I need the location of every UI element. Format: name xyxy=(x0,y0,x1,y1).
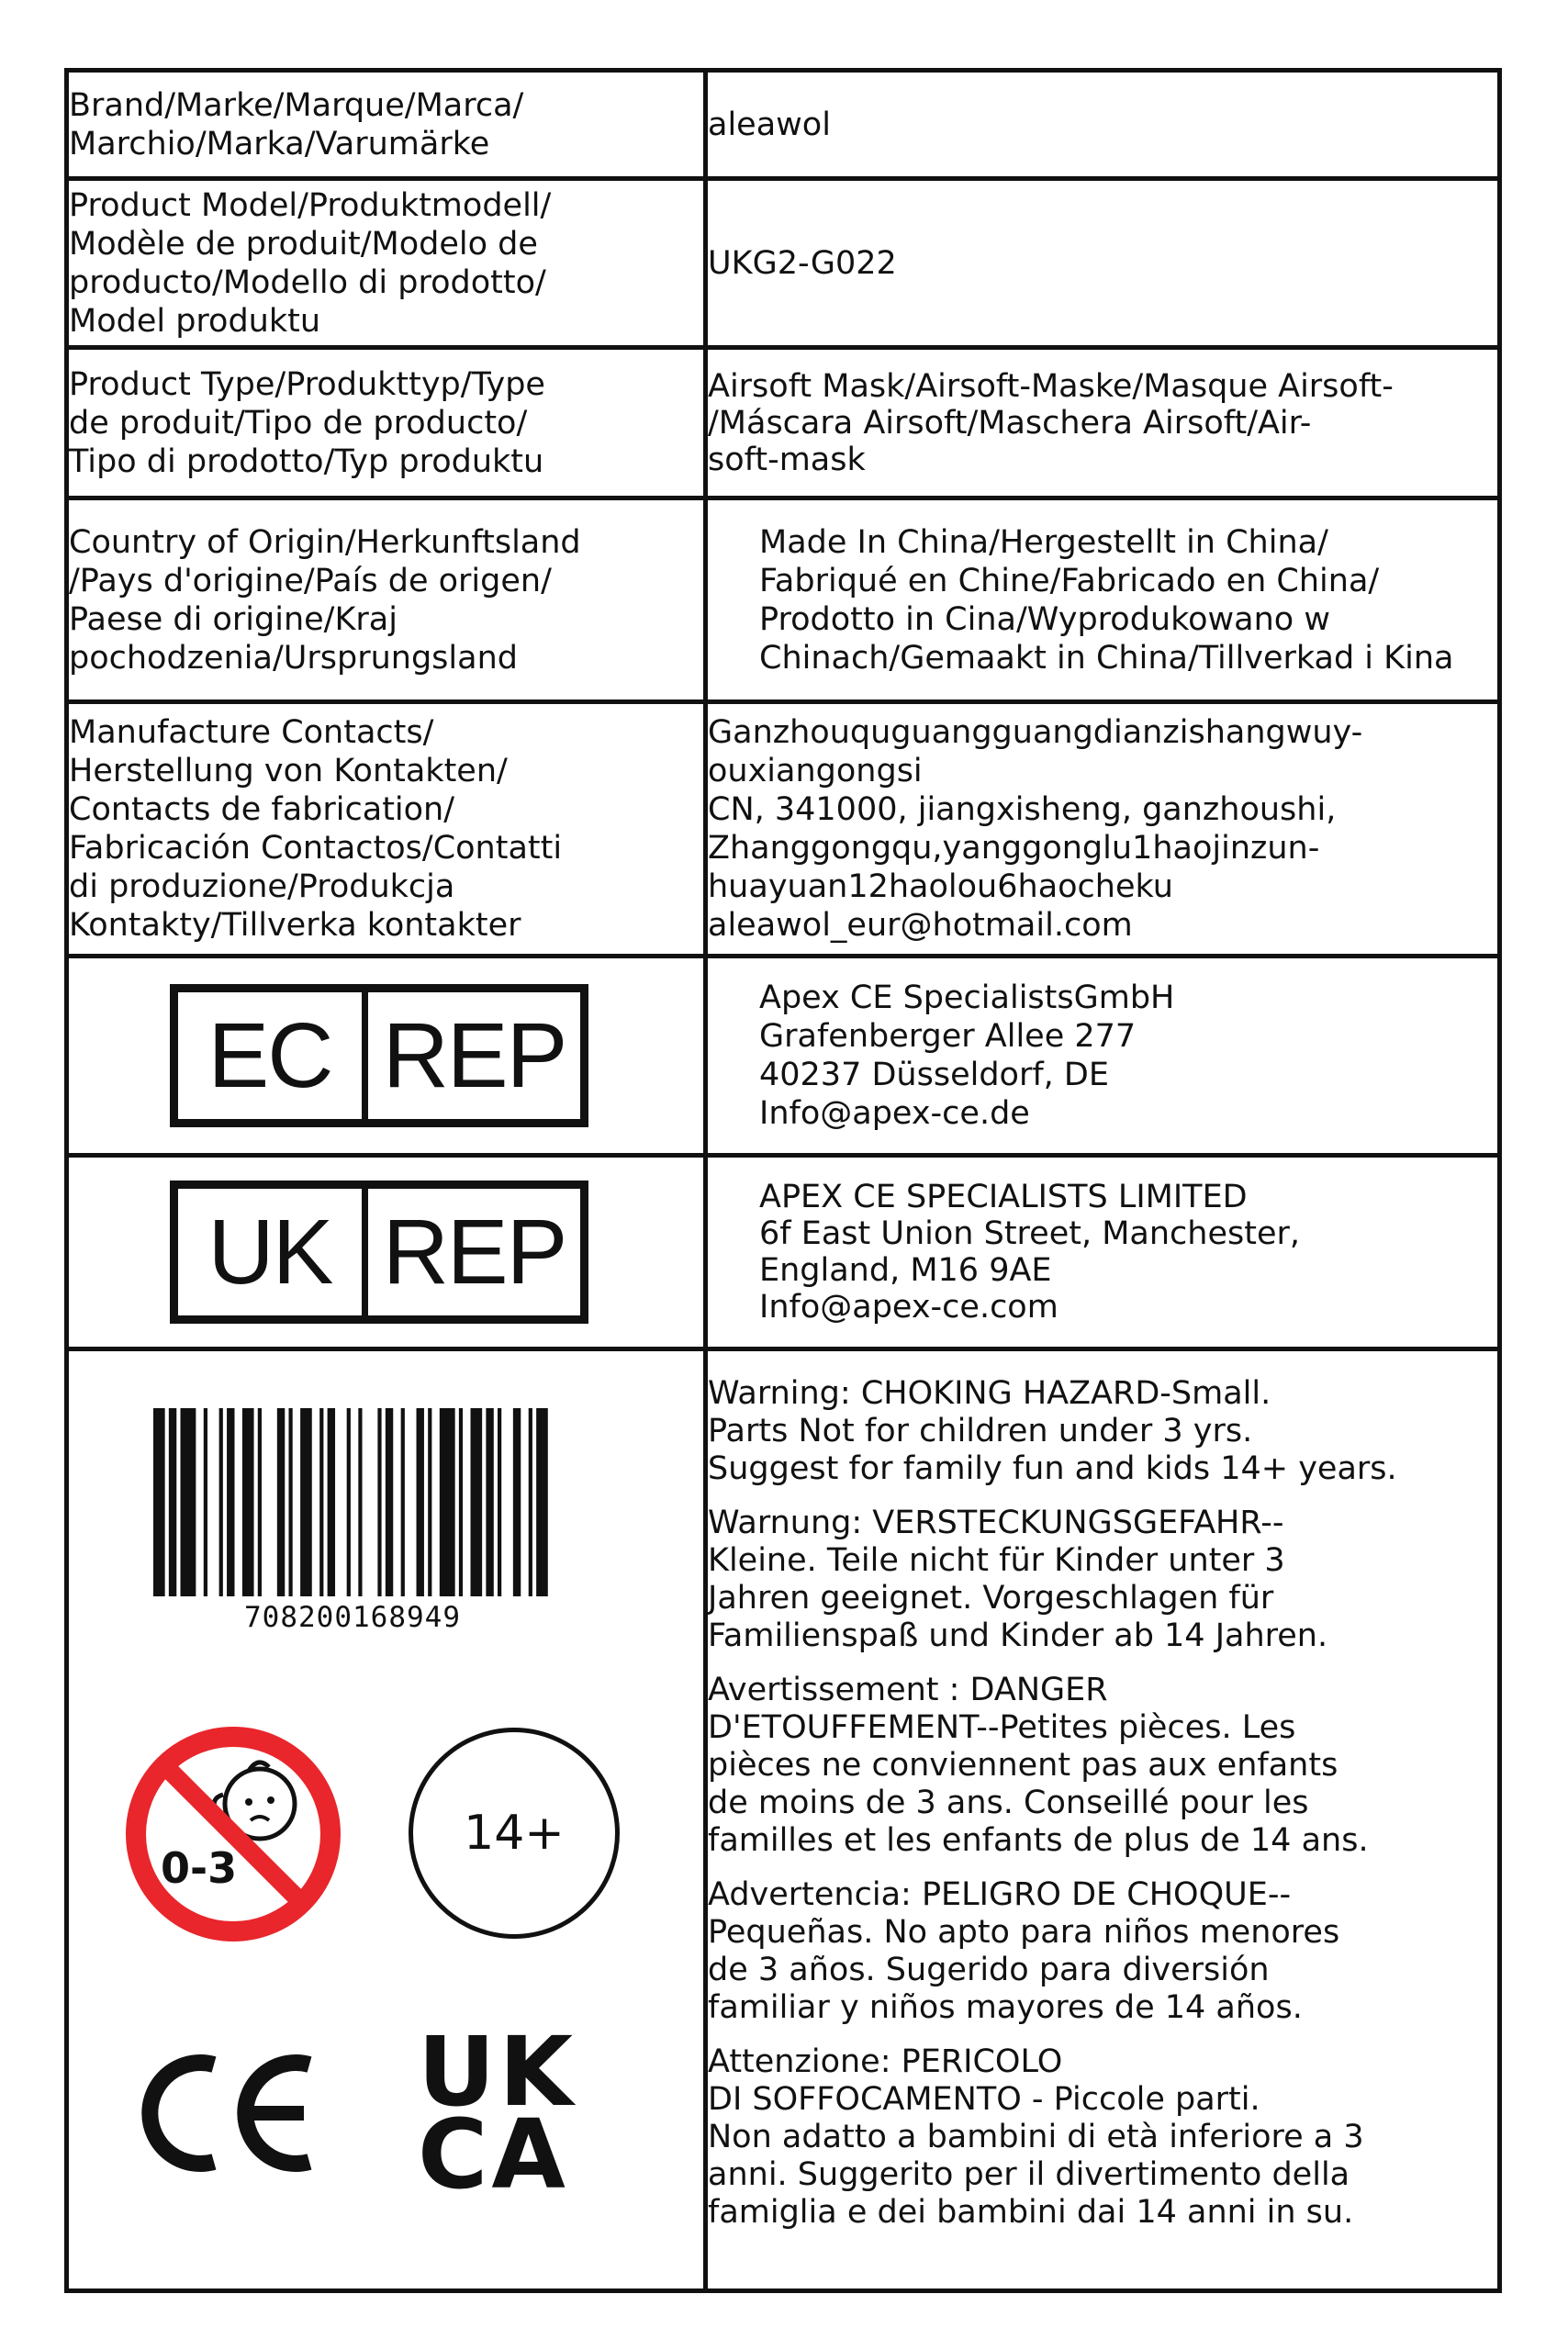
contacts-label xyxy=(67,702,706,957)
value-line: Prodotto in Cina/Wyprodukowano w xyxy=(759,600,1330,638)
value-line: Zhanggongqu,yanggonglu1haojinzun- xyxy=(708,830,1320,867)
value-line: UKG2-G022 xyxy=(708,244,897,282)
ukca-top: UK xyxy=(418,2016,577,2128)
ec-rep-symbol xyxy=(170,984,588,1127)
warning-line: Non adatto a bambini di età inferiore a 3 xyxy=(708,2119,1364,2155)
warning-es xyxy=(708,1876,1497,2027)
label-line: Paese di origine/Kraj xyxy=(69,600,398,638)
value-line: Airsoft Mask/Airsoft-Maske/Masque Airsoft- xyxy=(708,367,1394,405)
contacts-value xyxy=(706,702,1500,957)
label-line: /Pays d'origine/País de origen/ xyxy=(69,562,552,599)
ec-rep-left: EC xyxy=(178,992,368,1119)
warning-line: Warnung: VERSTECKUNGSGEFAHR-- xyxy=(708,1505,1284,1541)
address-line: England, M16 9AE xyxy=(759,1252,1052,1289)
origin-row xyxy=(67,498,1500,702)
type-row xyxy=(67,348,1500,498)
origin-value xyxy=(706,498,1500,702)
warning-line: Advertencia: PELIGRO DE CHOQUE-- xyxy=(708,1876,1292,1913)
model-label xyxy=(67,179,706,348)
warning-line: de 3 años. Sugerido para diversión xyxy=(708,1952,1270,1988)
value-line: Ganzhouquguangguangdianzishangwuy- xyxy=(708,714,1363,751)
age-14-plus-icon: 14+ xyxy=(409,1728,620,1939)
value-line: Made In China/Hergestellt in China/ xyxy=(759,523,1328,561)
warning-line: familles et les enfants de plus de 14 ans. xyxy=(708,1822,1369,1859)
warning-line: D'ETOUFFEMENT--Petites pièces. Les xyxy=(708,1709,1296,1746)
warning-line: Attenzione: PERICOLO xyxy=(708,2043,1063,2080)
address-line: Info@apex-ce.de xyxy=(759,1095,1030,1132)
value-line: aleawol_eur@hotmail.com xyxy=(708,907,1133,944)
label-line: pochodzenia/Ursprungsland xyxy=(69,639,518,677)
ukca-mark-icon xyxy=(418,2016,577,2210)
value-line: CN, 341000, jiangxisheng, ganzhoushi, xyxy=(708,791,1337,828)
address-line: Apex CE SpecialistsGmbH xyxy=(759,979,1175,1016)
address-line: 40237 Düsseldorf, DE xyxy=(759,1057,1109,1093)
warning-fr xyxy=(708,1672,1497,1860)
brand-label xyxy=(67,71,706,179)
warning-line: Pequeñas. No apto para niños menores xyxy=(708,1914,1340,1951)
warning-line: famiglia e dei bambini dai 14 anni in su. xyxy=(708,2194,1354,2231)
warning-it xyxy=(708,2043,1497,2232)
label-grid xyxy=(64,68,1502,2293)
address-line: APEX CE SPECIALISTS LIMITED xyxy=(759,1179,1248,1215)
ec-rep-row xyxy=(67,957,1500,1156)
ce-mark-text: CE xyxy=(139,2044,140,2045)
warning-de xyxy=(708,1505,1497,1655)
label-line: Tipo di prodotto/Typ produktu xyxy=(69,442,544,480)
label-line: di produzione/Produkcja xyxy=(69,868,455,905)
warning-en xyxy=(708,1375,1497,1488)
value-line: /Máscara Airsoft/Maschera Airsoft/Air- xyxy=(708,404,1312,442)
label-line: Contacts de fabrication/ xyxy=(69,791,455,828)
uk-rep-row xyxy=(67,1156,1500,1349)
brand-value xyxy=(706,71,1500,179)
warnings-cell xyxy=(706,1349,1500,2291)
ec-rep-right: REP xyxy=(382,1003,566,1107)
uk-rep-symbol-cell xyxy=(67,1156,706,1349)
uk-rep-symbol xyxy=(170,1181,588,1324)
model-row xyxy=(67,179,1500,348)
uk-rep-address xyxy=(706,1156,1500,1349)
ce-mark-icon xyxy=(139,2044,322,2182)
label-line: Product Model/Produktmodell/ xyxy=(69,186,552,224)
label-line: Model produktu xyxy=(69,302,321,340)
warning-line: DI SOFFOCAMENTO - Piccole parti. xyxy=(708,2081,1260,2118)
address-line: 6f East Union Street, Manchester, xyxy=(759,1215,1301,1252)
label-line: Manufacture Contacts/ xyxy=(69,714,434,751)
warning-line: Avertissement : DANGER xyxy=(708,1672,1108,1708)
label-line: Modèle de produit/Modelo de xyxy=(69,225,538,263)
symbols-cell xyxy=(67,1349,706,2291)
uk-rep-left: UK xyxy=(178,1189,368,1315)
barcode-number: 708200168949 xyxy=(244,1601,461,1634)
value-line: aleawol xyxy=(708,106,831,143)
warning-line: Kleine. Teile nicht für Kinder unter 3 xyxy=(708,1542,1285,1579)
value-line: ouxiangongsi xyxy=(708,753,923,789)
warning-line: Warning: CHOKING HAZARD-Small. xyxy=(708,1375,1271,1412)
origin-label xyxy=(67,498,706,702)
label-line: Herstellung von Kontakten/ xyxy=(69,753,508,789)
warning-line: Jahren geeignet. Vorgeschlagen für xyxy=(708,1580,1274,1617)
warning-line: Parts Not for children under 3 yrs. xyxy=(708,1413,1253,1449)
label-line: Product Type/Produkttyp/Type xyxy=(69,365,545,403)
product-label-table xyxy=(64,68,1502,2293)
uk-rep-right: REP xyxy=(382,1200,566,1304)
contacts-row xyxy=(67,702,1500,957)
label-line: Fabricación Contactos/Contatti xyxy=(69,830,563,867)
type-label xyxy=(67,348,706,498)
value-line: Chinach/Gemaakt in China/Tillverkad i Kina xyxy=(759,639,1454,677)
age-range-text: 0-3 xyxy=(161,1843,238,1893)
value-line: huayuan12haolou6haocheku xyxy=(708,868,1173,905)
address-line: Grafenberger Allee 277 xyxy=(759,1018,1137,1055)
ec-rep-symbol-cell xyxy=(67,957,706,1156)
address-line: Info@apex-ce.com xyxy=(759,1289,1058,1326)
label-line: Marchio/Marka/Varumärke xyxy=(69,125,490,162)
value-line: soft-mask xyxy=(708,441,866,478)
no-under-3-icon xyxy=(122,1723,344,1945)
warning-line: Familienspaß und Kinder ab 14 Jahren. xyxy=(708,1617,1328,1654)
type-value xyxy=(706,348,1500,498)
label-line: de produit/Tipo de producto/ xyxy=(69,404,528,442)
label-line: Country of Origin/Herkunftsland xyxy=(69,523,581,561)
warnings-row xyxy=(67,1349,1500,2291)
label-line: Brand/Marke/Marque/Marca/ xyxy=(69,86,524,124)
label-line: Kontakty/Tillverka kontakter xyxy=(69,907,521,944)
value-line: Fabriqué en Chine/Fabricado en China/ xyxy=(759,562,1380,599)
ukca-bottom: CA xyxy=(418,2098,569,2210)
warning-line: de moins de 3 ans. Conseillé pour les xyxy=(708,1785,1309,1821)
model-value xyxy=(706,179,1500,348)
brand-row xyxy=(67,71,1500,179)
ec-rep-address xyxy=(706,957,1500,1156)
label-line: producto/Modello di prodotto/ xyxy=(69,263,546,301)
warning-line: familiar y niños mayores de 14 años. xyxy=(708,1989,1303,2026)
warning-line: Suggest for family fun and kids 14+ years. xyxy=(708,1450,1397,1487)
barcode-icon xyxy=(153,1408,552,1596)
warning-line: pièces ne conviennent pas aux enfants xyxy=(708,1747,1338,1784)
warning-line: anni. Suggerito per il divertimento della xyxy=(708,2156,1350,2193)
